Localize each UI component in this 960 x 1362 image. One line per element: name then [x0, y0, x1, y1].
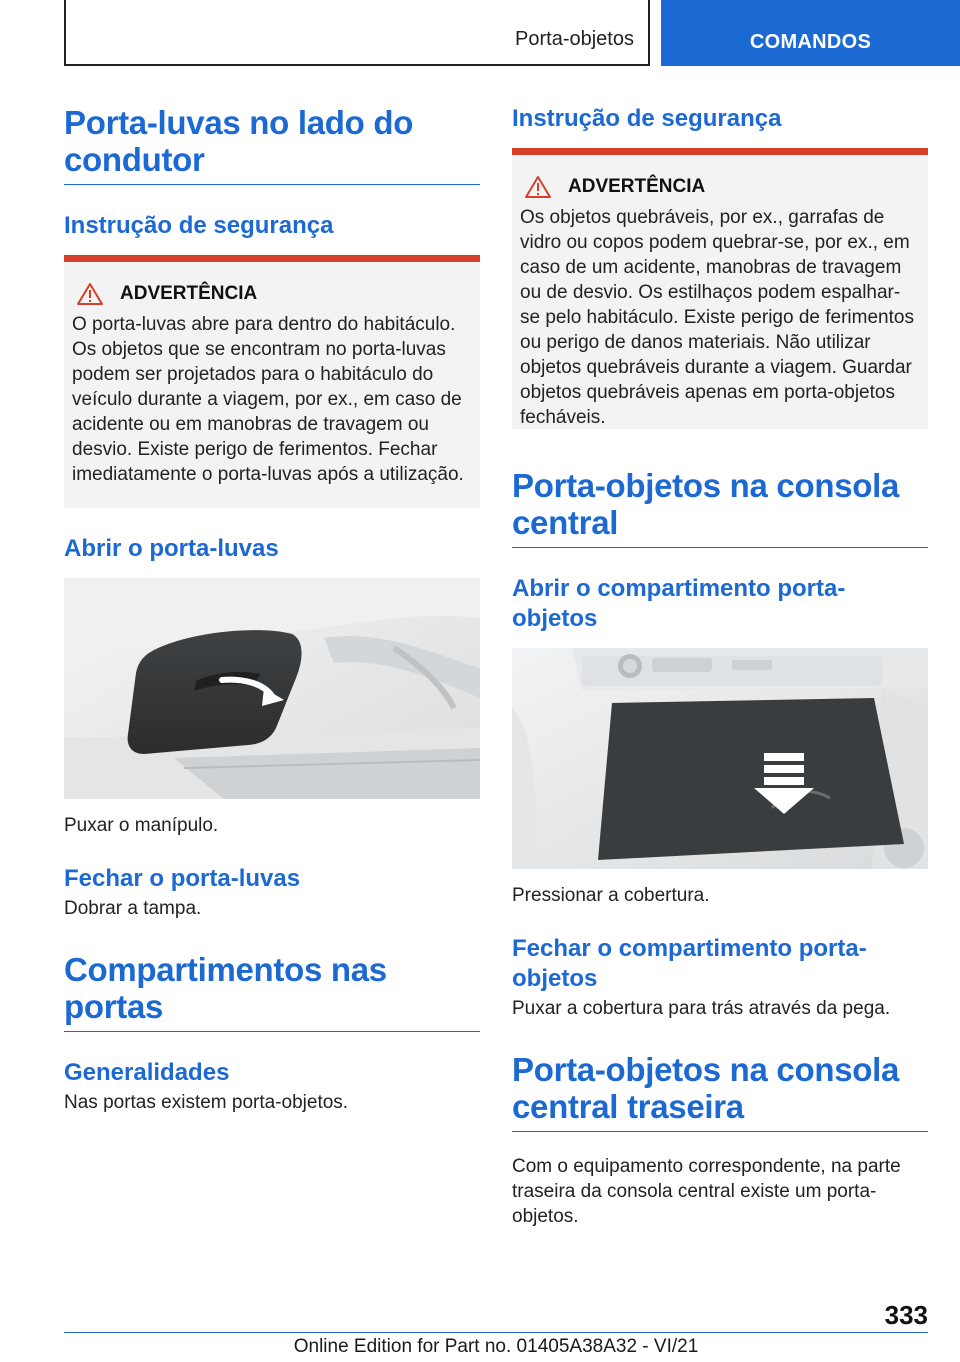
- heading-rule: [64, 184, 480, 185]
- heading-rule: [512, 547, 928, 548]
- heading-rule: [64, 1031, 480, 1032]
- glovebox-illustration: [64, 578, 480, 799]
- console-illustration: [512, 648, 928, 869]
- caption-pull-handle: Puxar o manípulo.: [64, 815, 219, 836]
- footer-edition: Online Edition for Part no. 01405A38A32 - VI/21: [293, 1336, 699, 1357]
- footer-rule: [64, 1332, 928, 1333]
- heading-safety-left: Instrução de segurança: [64, 212, 334, 239]
- warning-label: ADVERTÊNCIA: [568, 176, 706, 197]
- page-number: 333: [884, 1300, 928, 1330]
- warning-header: [520, 175, 918, 199]
- heading-open-glovebox: Abrir o porta-luvas: [64, 535, 279, 562]
- warning-triangle-icon: [524, 175, 552, 199]
- warning-header: [72, 282, 470, 306]
- heading-close-glovebox: Fechar o porta-luvas: [64, 865, 301, 892]
- warning-text: Os objetos quebráveis, por ex., garrafas de vidro ou copos podem quebrar-se, por ex., em caso de um acidente, manobras de travagem ou de desvio. Os estilhaços podem espalhar-se pelo habitáculo. Existe perigo de ferimentos ou perigo de danos materiais. Não utilizar objetos quebráveis durante a viagem. Guardar objetos quebráveis apenas em porta-objetos fecháveis.: [520, 207, 914, 428]
- right-column: [512, 104, 928, 1229]
- warning-text: O porta-luvas abre para dentro do habitáculo. Os objetos que se encontram no porta-luvas podem ser projetados para o habitáculo do veículo durante a viagem, por ex., em caso de acidente ou em manobras de travagem ou desvio. Existe perigo de ferimentos. Fechar imediatamente o porta-luvas após a utilização.: [72, 314, 464, 485]
- text-rear-console: Com o equipamento correspondente, na parte traseira da consola central existe um porta-objetos.: [512, 1156, 901, 1227]
- warning-box-left: [64, 255, 480, 508]
- text-pull-cover: Puxar a cobertura para trás através da pega.: [512, 998, 891, 1019]
- glovebox-image: [64, 578, 480, 799]
- text-fold-lid: Dobrar a tampa.: [64, 898, 202, 919]
- heading-rear-console: Porta-objetos na consola central traseira: [512, 1051, 900, 1125]
- left-column: [64, 104, 480, 1115]
- heading-center-console: Porta-objetos na consola central: [512, 467, 900, 541]
- warning-label: ADVERTÊNCIA: [120, 283, 258, 304]
- heading-safety-right: Instrução de segurança: [512, 105, 782, 132]
- heading-close-compartment: Fechar o compartimento porta-objetos: [512, 935, 867, 992]
- heading-general: Generalidades: [64, 1059, 230, 1086]
- warning-box-right: [512, 148, 928, 429]
- console-image: [512, 648, 928, 869]
- heading-door-compartments: Compartimentos nas portas: [64, 951, 387, 1025]
- heading-glovebox-driver: Porta-luvas no lado do condutor: [64, 104, 414, 178]
- heading-rule: [512, 1131, 928, 1132]
- chapter-tab[interactable]: COMANDOS: [661, 0, 960, 66]
- warning-triangle-icon: [76, 282, 104, 306]
- caption-press-cover: Pressionar a cobertura.: [512, 885, 710, 906]
- text-general: Nas portas existem porta-objetos.: [64, 1092, 349, 1113]
- header-section-title: Porta-objetos: [515, 28, 634, 50]
- heading-open-compartment: Abrir o compartimento porta-objetos: [512, 575, 846, 632]
